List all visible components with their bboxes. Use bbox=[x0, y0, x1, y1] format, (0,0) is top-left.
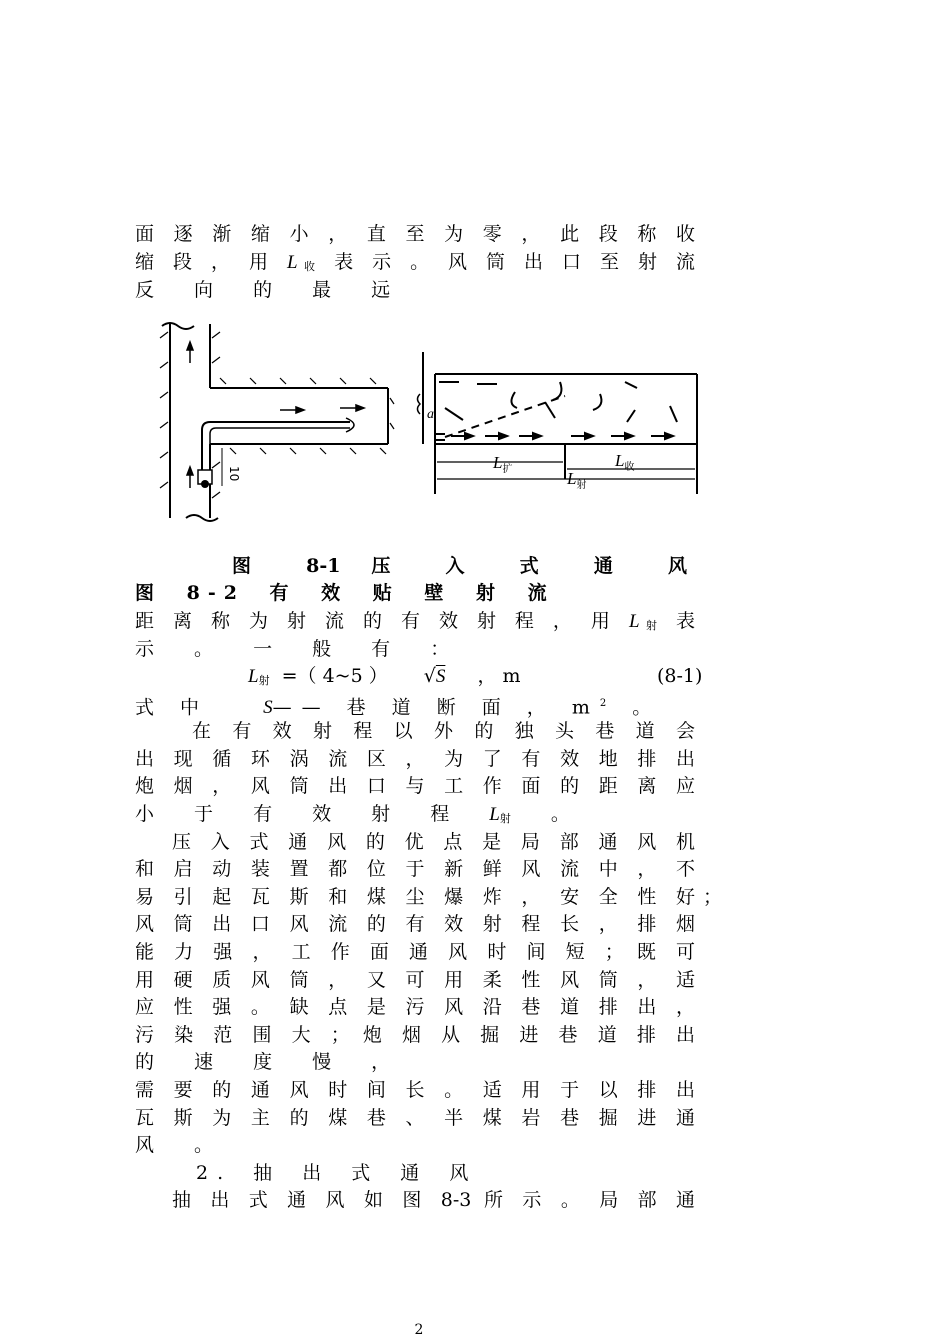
math-variable: L射 bbox=[628, 611, 664, 632]
text-line: 示 。 一 般 有 ： bbox=[135, 638, 460, 660]
text-line: 应 性 强 。 缺 点 是 污 风 沿 巷 道 排 出 ， bbox=[135, 996, 695, 1018]
label-L-expansion: $L_扩$ bbox=[493, 453, 513, 475]
math-variable: L收 bbox=[287, 252, 322, 273]
text-line: 压 入 式 通 风 的 优 点 是 局 部 通 风 机 bbox=[172, 831, 695, 853]
figure-8-1-diagram bbox=[150, 318, 395, 523]
label-L-contraction: $L_收$ bbox=[615, 451, 635, 473]
text-fragment: 距 离 称 为 射 流 的 有 效 射 程 ， 用 bbox=[135, 610, 617, 632]
text-line: 面 逐 渐 缩 小 ， 直 至 为 零 ， 此 段 称 收 bbox=[135, 223, 695, 245]
label-a: a bbox=[427, 407, 434, 422]
text-line: 式 中 S—— 巷 道 断 面 ， $m^2$ 。 bbox=[135, 696, 662, 719]
figure-8-2-diagram bbox=[415, 344, 705, 499]
equation-number: (8-1) bbox=[657, 665, 703, 687]
text-line: 抽 出 式 通 风 如 图 8-3 所 示 。 局 部 通 bbox=[172, 1189, 695, 1211]
label-L-jet: $L_射$ bbox=[567, 469, 587, 491]
figure-caption: 图 8-2 有 效 贴 壁 射 流 bbox=[135, 582, 555, 604]
text-line: 在 有 效 射 程 以 外 的 独 头 巷 道 会 bbox=[192, 720, 695, 742]
text-line: 风 筒 出 口 风 流 的 有 效 射 程 长 ， 排 烟 bbox=[135, 913, 695, 935]
text-line: 风 。 bbox=[135, 1134, 224, 1156]
text-fragment: 缩 段 ， 用 bbox=[135, 251, 275, 273]
text-fragment: 表 示 。 风 筒 出 口 至 射 流 bbox=[334, 251, 696, 273]
text-line: 污 染 范 围 大 ； 炮 烟 从 掘 进 巷 道 排 出 bbox=[135, 1024, 695, 1046]
text-line: 用 硬 质 风 筒 ， 又 可 用 柔 性 风 筒 ， 适 bbox=[135, 969, 695, 991]
text-line: 能 力 强 ， 工 作 面 通 风 时 间 短 ； 既 可 bbox=[135, 941, 695, 963]
text-line: 的 速 度 慢 ， bbox=[135, 1051, 401, 1073]
text-line: 反 向 的 最 远 bbox=[135, 279, 401, 301]
sqrt-symbol: √S bbox=[423, 665, 446, 687]
text-line: 小 于 有 效 射 程 L射 。 bbox=[135, 803, 580, 825]
page-number: 2 bbox=[414, 1322, 424, 1338]
text-fragment: 表 bbox=[676, 610, 696, 632]
section-heading: 2. 抽 出 式 通 风 bbox=[196, 1162, 478, 1184]
text-line bbox=[135, 249, 695, 275]
figure-caption: 图 8-1 压 入 式 通 风 bbox=[232, 555, 687, 577]
text-line: 出 现 循 环 涡 流 区 ， 为 了 有 效 地 排 出 bbox=[135, 748, 695, 770]
formula: L射 =（ 4~5 ） √S ， m bbox=[248, 665, 521, 687]
text-line: 和 启 动 装 置 都 位 于 新 鲜 风 流 中 ， 不 bbox=[135, 858, 695, 880]
text-line: 瓦 斯 为 主 的 煤 巷 、 半 煤 岩 巷 掘 进 通 bbox=[135, 1107, 695, 1129]
dimension-label: 10 bbox=[227, 466, 241, 482]
text-line: 炮 烟 ， 风 筒 出 口 与 工 作 面 的 距 离 应 bbox=[135, 775, 695, 797]
text-line bbox=[135, 608, 695, 634]
text-line: 易 引 起 瓦 斯 和 煤 尘 爆 炸 ， 安 全 性 好 bbox=[135, 886, 695, 908]
text-line: 需 要 的 通 风 时 间 长 。 适 用 于 以 排 出 bbox=[135, 1079, 695, 1101]
text-fragment: ； bbox=[703, 886, 723, 908]
